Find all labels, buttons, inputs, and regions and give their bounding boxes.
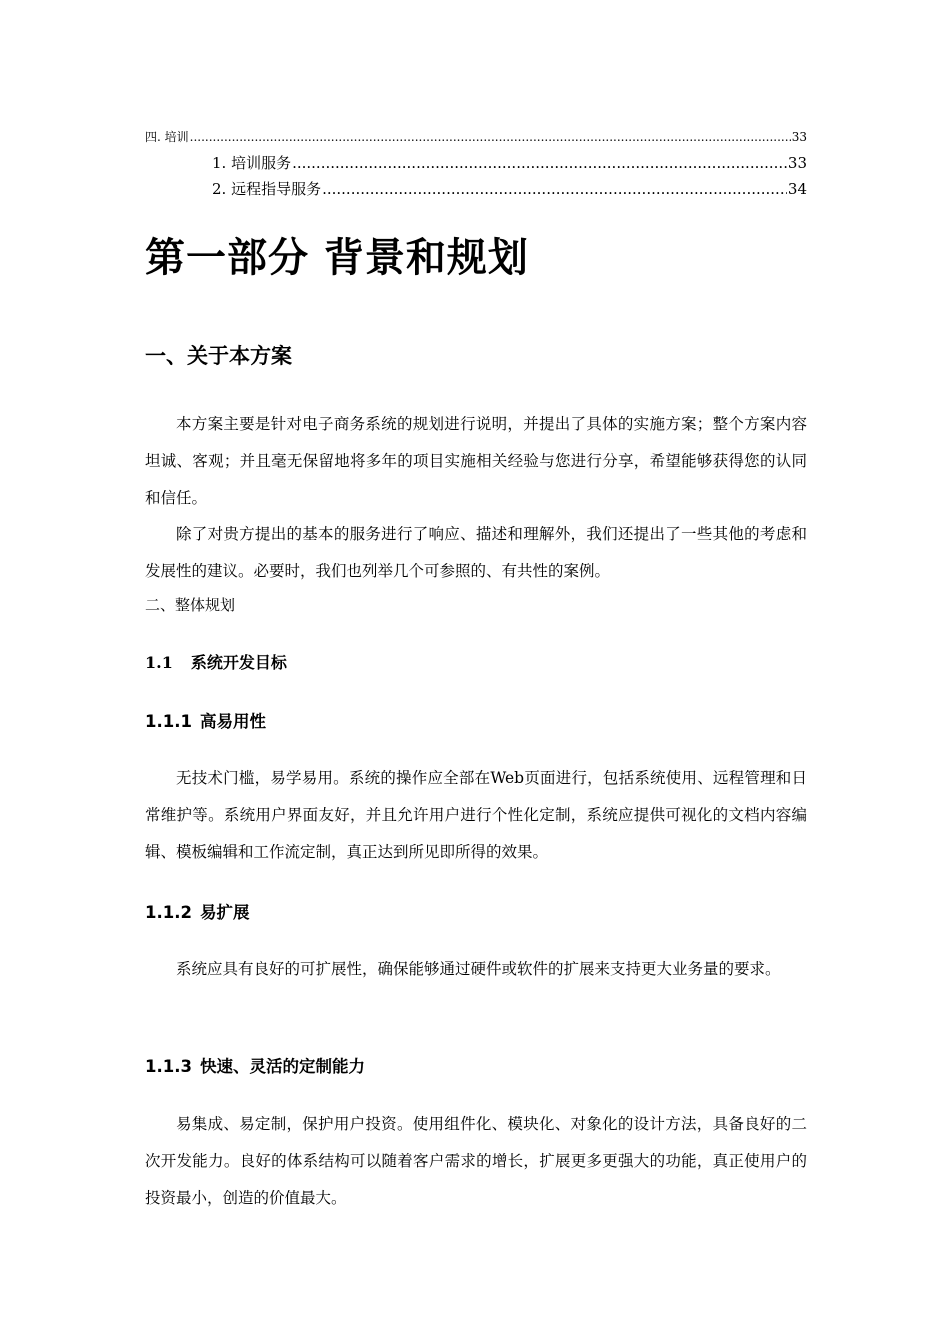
heading-number: 1.1.3: [145, 1057, 192, 1076]
part-title: 第一部分 背景和规划: [145, 234, 529, 281]
heading-extensibility: [145, 899, 249, 923]
section-heading-about: 一、关于本方案: [145, 344, 292, 368]
heading-title: 高易用性: [199, 712, 266, 731]
toc-leader-dots: [322, 180, 787, 198]
toc-leader-dots: [190, 130, 791, 144]
toc-leader-dots: [292, 154, 787, 172]
heading-title: 快速、灵活的定制能力: [199, 1057, 365, 1076]
toc-entry-training-service[interactable]: [212, 152, 807, 173]
toc-entry-label: 四. 培训: [145, 130, 189, 144]
heading-usability: [145, 708, 266, 732]
toc-entry-remote-guidance[interactable]: [212, 178, 807, 199]
toc-entry-training[interactable]: [145, 128, 807, 145]
subsection-heading-dev-goals: [145, 650, 287, 673]
toc-entry-label: 2. 远程指导服务: [212, 180, 322, 198]
paragraph-about-1: 本方案主要是针对电子商务系统的规划进行说明，并提出了具体的实施方案；整个方案内容坦诚、客观；并且毫无保留地将多年的项目实施相关经验与您进行分享，希望能够获得您的认同和信任。: [145, 415, 807, 507]
toc-entry-label: 1. 培训服务: [212, 154, 292, 172]
subsection-number: 1.1: [145, 653, 173, 672]
heading-number: 1.1.2: [145, 903, 192, 922]
paragraph-customization: 易集成、易定制，保护用户投资。使用组件化、模块化、对象化的设计方法，具备良好的二次开发能力。良好的体系结构可以随着客户需求的增长，扩展更多更强大的功能，真正使用户的投资最小，创造的价值最大。: [145, 1115, 807, 1207]
paragraph-usability: 无技术门槛，易学易用。系统的操作应全部在Web页面进行，包括系统使用、远程管理和日常维护等。系统用户界面友好，并且允许用户进行个性化定制，系统应提供可视化的文档内容编辑、模板编辑和工作流定制，真正达到所见即所得的效果。: [145, 769, 807, 861]
heading-customization: [145, 1053, 365, 1077]
heading-number: 1.1.1: [145, 712, 192, 731]
paragraph-extensibility: 系统应具有良好的可扩展性，确保能够通过硬件或软件的扩展来支持更大业务量的要求。: [176, 960, 781, 978]
toc-entry-page: 33: [787, 154, 807, 172]
subsection-title: 系统开发目标: [190, 653, 287, 672]
paragraph-about-2: 除了对贵方提出的基本的服务进行了响应、描述和理解外，我们还提出了一些其他的考虑和发展性的建议。必要时，我们也列举几个可参照的、有共性的案例。: [145, 525, 807, 580]
section-heading-overall-plan: 二、整体规划: [145, 596, 236, 614]
toc-entry-page: 34: [787, 180, 807, 198]
toc-entry-page: 33: [791, 130, 807, 144]
heading-title: 易扩展: [199, 903, 250, 922]
